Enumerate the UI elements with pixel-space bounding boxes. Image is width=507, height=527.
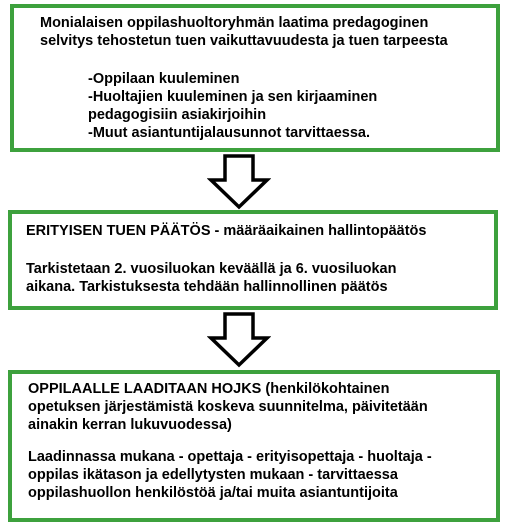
box1-title-line-1: Monialaisen oppilashuoltoryhmän laatima predagoginen xyxy=(40,15,429,31)
step-box-hojks-plan xyxy=(8,370,500,522)
box1-item-3: -Muut asiantuntijalausunnot tarvittaessa. xyxy=(88,125,370,141)
box3-title-line-3: ainakin kerran lukuvuodessa) xyxy=(28,417,232,433)
box3-body-line-3: oppilashuollon henkilöstöä ja/tai muita asiantuntijoita xyxy=(28,485,398,501)
box3-title-line-1 xyxy=(28,380,389,398)
step-box-pedagogical-assessment xyxy=(10,4,500,152)
step-box-special-support-decision xyxy=(8,210,498,310)
box3-body-line-1: Laadinnassa mukana - opettaja - erityisopettaja - huoltaja - xyxy=(28,449,432,465)
box2-body-line-2: aikana. Tarkistuksesta tehdään hallinnollinen päätös xyxy=(26,279,388,295)
box2-body-line-1: Tarkistetaan 2. vuosiluokan keväällä ja 6. vuosiluokan xyxy=(26,261,397,277)
down-arrow-shape xyxy=(211,156,267,207)
box2-title xyxy=(26,222,426,240)
box3-title-line-2: opetuksen järjestämistä koskeva suunnitelma, päivitetään xyxy=(28,399,428,415)
down-arrow-shape xyxy=(211,314,267,365)
down-arrow-icon xyxy=(207,154,271,210)
box1-item-2-cont: pedagogisiin asiakirjoihin xyxy=(88,107,267,123)
down-arrow-icon xyxy=(207,312,271,368)
box2-title-rest: - määräaikainen hallintopäätös xyxy=(210,223,427,239)
box3-title-strong: OPPILAALLE LAADITAAN HOJKS xyxy=(28,381,262,397)
box3-title-rest: (henkilökohtainen xyxy=(261,381,390,397)
box1-item-2: -Huoltajien kuuleminen ja sen kirjaaminen xyxy=(88,89,378,105)
box1-title-line-2: selvitys tehostetun tuen vaikuttavuudesta ja tuen tarpeesta xyxy=(40,33,448,49)
box1-item-1: -Oppilaan kuuleminen xyxy=(88,71,240,87)
box2-title-strong: ERITYISEN TUEN PÄÄTÖS xyxy=(26,223,211,239)
box3-body-line-2: oppilas ikätason ja edellytysten mukaan - tarvittaessa xyxy=(28,467,398,483)
